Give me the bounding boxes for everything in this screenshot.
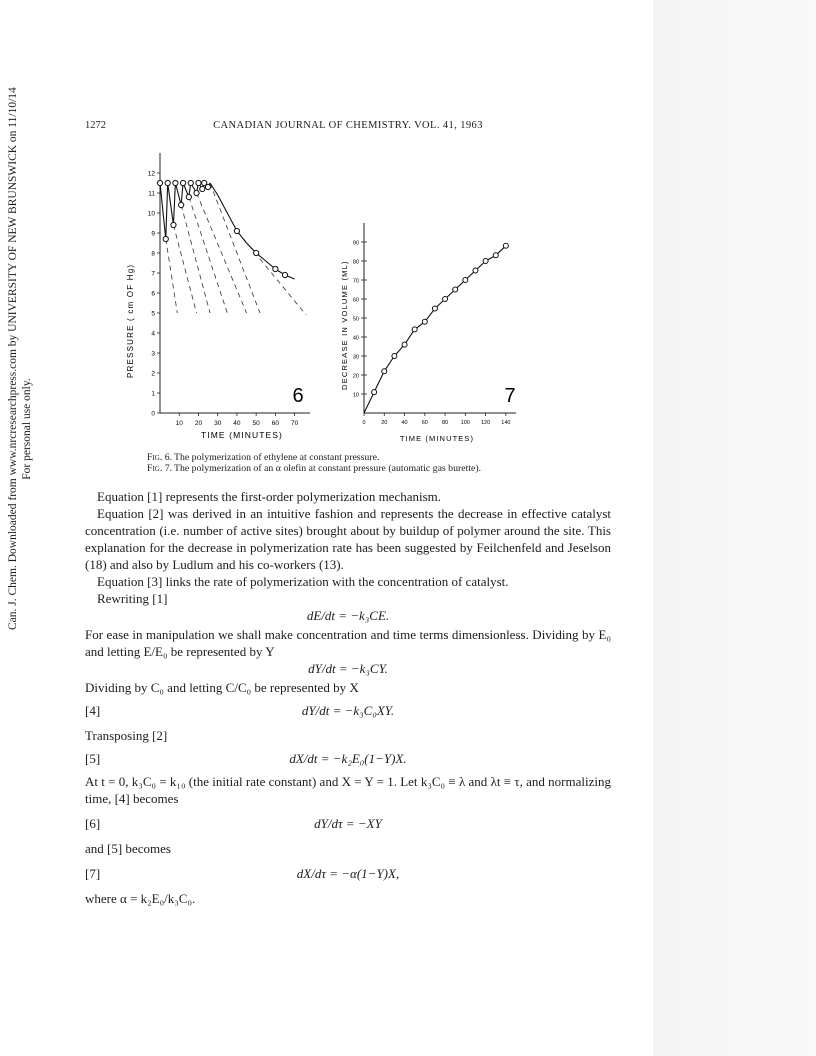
fig7-y-tick-label: 80: [352, 259, 359, 266]
fig7-data-point: [382, 369, 387, 374]
fig6-y-tick-label: 12: [147, 170, 155, 178]
fig7-ylabel: DECREASE IN VOLUME (ML): [340, 260, 349, 390]
fig7-y-tick-label: 20: [352, 373, 359, 380]
equation-7: [85, 865, 611, 884]
equation: [85, 607, 611, 626]
fig6-data-point: [165, 180, 170, 185]
page-number: 1272: [85, 120, 106, 131]
caption-fig7-text: The polymerization of an α olefin at constant pressure (automatic gas burette).: [174, 463, 482, 474]
caption-fig6-label: Fig. 6.: [147, 452, 173, 463]
fig6-data-point: [254, 250, 259, 255]
fig6-data-point: [234, 228, 239, 233]
caption-fig7-label: Fig. 7.: [147, 463, 173, 474]
fig7-x-tick-label: 40: [401, 420, 408, 426]
fig6-extrapolation-line: [189, 197, 227, 313]
figures: [126, 148, 540, 448]
paragraph: Dividing by C₀ and letting C/C₀ be represented by X: [85, 680, 359, 695]
figure-caption: [147, 452, 617, 474]
watermark-line-2: For personal use only.: [21, 378, 33, 480]
fig6-y-tick-label: 11: [148, 190, 155, 198]
fig6-y-tick-label: 2: [151, 370, 155, 378]
fig7-data-point: [493, 253, 498, 258]
fig7-series-line: [364, 246, 506, 413]
fig7-x-tick-label: 20: [381, 420, 388, 426]
fig6-number: 6: [292, 385, 304, 407]
fig7-number: 7: [504, 385, 516, 407]
equation-expression: dY/dt = −k₃CY.: [308, 661, 388, 676]
fig6-data-point: [196, 180, 201, 185]
watermark-line-1: Can. J. Chem. Downloaded from www.nrcresearchpress.com by UNIVERSITY OF NEW BRUNSWICK on 11/10/14: [7, 87, 19, 630]
fig6-y-tick-label: 9: [151, 230, 155, 238]
fig6-x-tick-label: 20: [194, 420, 203, 427]
fig6-x-tick-label: 10: [175, 420, 183, 427]
fig6-data-point: [194, 190, 199, 195]
fig6-x-tick-label: 60: [271, 420, 280, 427]
fig6-data-point: [282, 272, 287, 277]
fig6-data-point: [200, 186, 205, 191]
fig6-y-tick-label: 8: [151, 250, 155, 258]
fig6-xlabel: TIME (MINUTES): [201, 430, 283, 440]
figures-svg: [126, 148, 540, 448]
fig7-data-point: [402, 342, 407, 347]
fig7-data-point: [412, 327, 417, 332]
fig7-x-tick-label: 100: [460, 420, 470, 426]
download-watermark: [4, 87, 40, 630]
fig6-extrapolation-line: [166, 239, 178, 313]
fig7-x-tick-label: 0: [362, 420, 366, 426]
fig6-x-tick-label: 40: [233, 420, 241, 427]
fig6-y-tick-label: 5: [151, 310, 155, 318]
fig6-y-tick-label: 10: [147, 210, 155, 218]
fig7-x-tick-label: 80: [442, 420, 449, 426]
equation-number: [4]: [85, 703, 101, 718]
equation-4: [85, 702, 611, 721]
equation: [85, 660, 611, 679]
fig7-data-point: [483, 259, 488, 264]
fig7-y-tick-label: 60: [352, 297, 359, 304]
fig7-y-tick-label: 30: [352, 354, 359, 361]
caption-fig6: [147, 452, 617, 463]
fig7-x-tick-label: 60: [421, 420, 428, 426]
paragraph: Rewriting [1]: [97, 591, 168, 606]
fig7-x-tick-label: 120: [481, 420, 491, 426]
equation-expression: dY/dτ = −XY: [314, 816, 382, 831]
fig7-data-point: [463, 278, 468, 283]
fig6-data-point: [163, 236, 168, 241]
fig7-xlabel: TIME (MINUTES): [399, 434, 475, 443]
fig7-data-point: [443, 297, 448, 302]
fig7-data-point: [372, 390, 377, 395]
fig7-x-tick-label: 140: [501, 420, 511, 426]
fig7-data-point: [503, 243, 508, 248]
fig6-data-point: [205, 184, 210, 189]
paragraph: For ease in manipulation we shall make concentration and time terms dimensionless. Dividing by E₀ and letting E/E₀ be represented by Y: [85, 627, 611, 659]
fig6-data-point: [157, 180, 162, 185]
fig6-x-tick-label: 30: [214, 420, 222, 427]
equation-expression: dE/dt = −k₃CE.: [306, 608, 390, 623]
paragraph: At t = 0, k₃C₀ = k₁₀ (the initial rate constant) and X = Y = 1. Let k₃C₀ ≡ λ and λt ≡ τ, and normalizing time, [4] becomes: [85, 774, 611, 806]
equation-expression: dY/dt = −k₃C₀XY.: [301, 703, 395, 718]
fig6-x-tick-label: 70: [290, 420, 299, 427]
fig6-extrapolation-line: [210, 183, 260, 313]
fig6-data-point: [180, 180, 185, 185]
fig7-y-tick-label: 40: [352, 335, 359, 342]
fig7-y-tick-label: 90: [352, 240, 359, 247]
running-header: [85, 120, 611, 136]
paragraph: Equation [3] links the rate of polymerization with the concentration of catalyst.: [97, 574, 509, 589]
caption-fig7: [147, 463, 617, 474]
fig7-y-tick-label: 50: [352, 316, 359, 323]
equation-number: [7]: [85, 866, 101, 881]
equation-number: [5]: [85, 751, 101, 766]
fig7-data-point: [422, 319, 427, 324]
fig7-y-tick-label: 70: [352, 278, 359, 285]
body-text: [85, 488, 611, 907]
figure-7-chart: [340, 223, 516, 443]
fig6-extrapolation-line: [173, 225, 196, 313]
fig6-data-point: [173, 180, 178, 185]
fig7-data-point: [473, 268, 478, 273]
fig6-data-point: [186, 194, 191, 199]
fig6-extrapolation-line: [181, 205, 210, 313]
fig6-y-tick-label: 0: [151, 410, 155, 418]
fig6-data-point: [179, 202, 184, 207]
fig6-y-tick-label: 4: [151, 330, 155, 338]
fig6-y-tick-label: 1: [151, 390, 155, 398]
fig7-data-point: [392, 354, 397, 359]
fig7-data-point: [453, 287, 458, 292]
paragraph: and [5] becomes: [85, 841, 171, 856]
scan-margin: [653, 0, 816, 1056]
paragraph: Transposing [2]: [85, 728, 168, 743]
fig6-data-point: [188, 180, 193, 185]
fig6-ylabel: PRESSURE ( cm OF Hg): [126, 263, 135, 378]
equation-expression: dX/dτ = −α(1−Y)X,: [296, 866, 400, 881]
journal-title: CANADIAN JOURNAL OF CHEMISTRY. VOL. 41, 1963: [213, 120, 483, 131]
equation-5: [85, 750, 611, 769]
fig6-decay-line: [210, 183, 295, 279]
fig7-data-point: [432, 306, 437, 311]
fig6-data-point: [171, 222, 176, 227]
caption-fig6-text: The polymerization of ethylene at constant pressure.: [174, 452, 380, 463]
fig6-y-tick-label: 7: [151, 270, 155, 278]
fig6-y-tick-label: 3: [151, 350, 155, 358]
paragraph: Equation [1] represents the first-order polymerization mechanism.: [97, 489, 442, 504]
paragraph: where α = k₂E₀/k₃C₀.: [85, 891, 196, 906]
equation-6: [85, 815, 611, 834]
fig7-y-tick-label: 10: [352, 392, 359, 399]
fig6-data-point: [273, 266, 278, 271]
paragraph: Equation [2] was derived in an intuitive fashion and represents the decrease in effective catalyst concentration (i.e. number of active sites) brought about by buildup of polymer around the site. This explanation for the decrease in polymerization rate has been suggested by Feilchenfeld and Jeselson (18) and also by Ludlum and his co-workers (13).: [85, 506, 611, 572]
equation-number: [6]: [85, 816, 101, 831]
equation-expression: dX/dt = −k₂E₀(1−Y)X.: [289, 751, 407, 766]
figure-6-chart: [126, 153, 310, 440]
fig6-y-tick-label: 6: [151, 290, 155, 298]
fig6-x-tick-label: 50: [252, 420, 260, 427]
